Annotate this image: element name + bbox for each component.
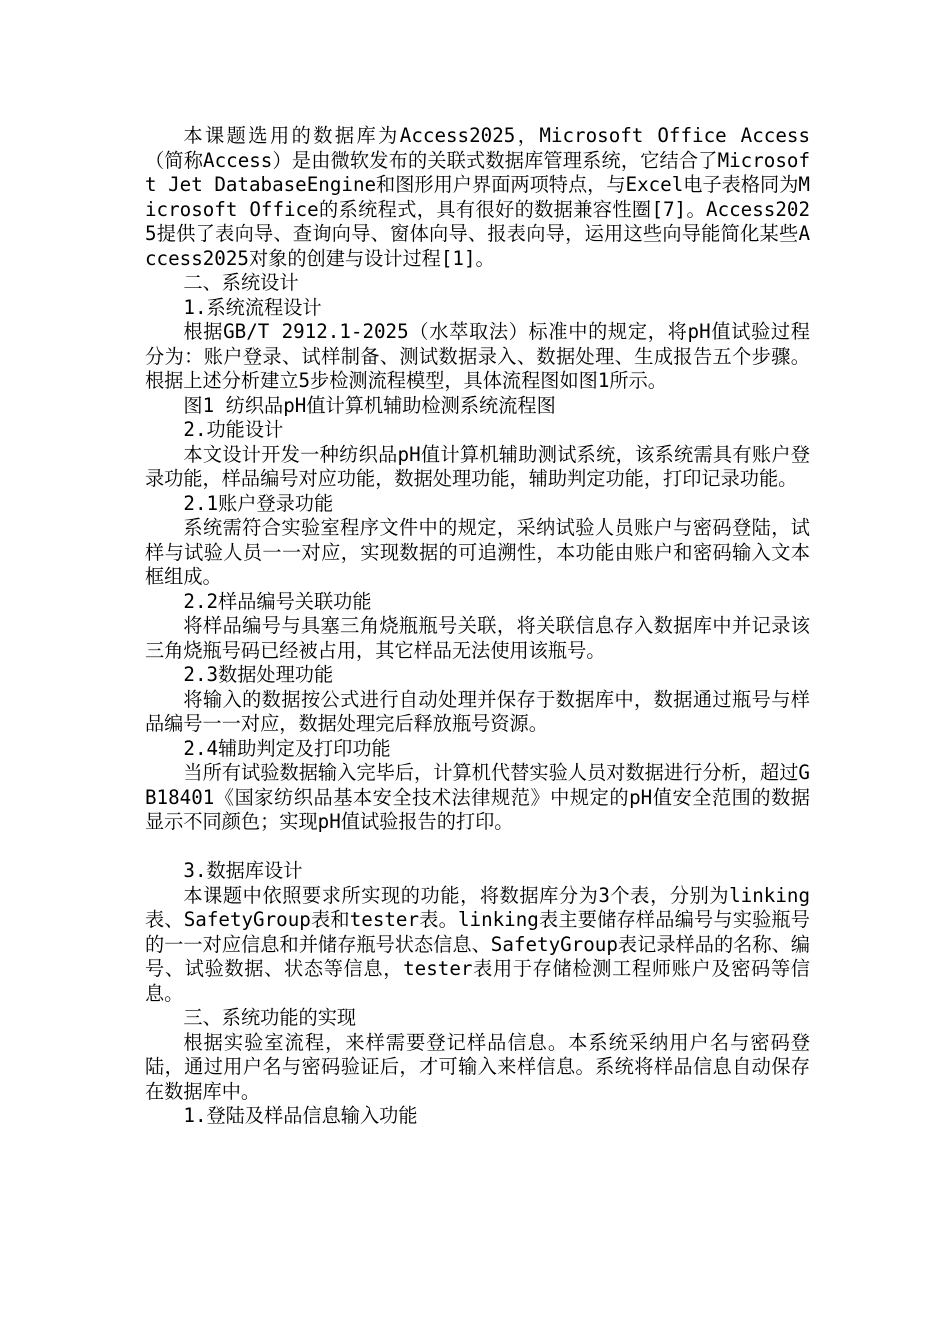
heading-flow-design: 1.系统流程设计 bbox=[183, 295, 322, 319]
heading-implementation: 三、系统功能的实现 bbox=[183, 1006, 357, 1029]
paragraph-implementation: 根据实验室流程，来样需要登记样品信息。本系统采纳用户名与密码登陆，通过用户名与密码验证后，才可输入来样信息。系统将样品信息自动保存在数据库中。 bbox=[145, 1030, 810, 1103]
paragraph-processing: 将输入的数据按公式进行自动处理并保存于数据库中，数据通过瓶号与样品编号一一对应，数据处理完后释放瓶号资源。 bbox=[145, 687, 810, 735]
heading-login-input: 1.登陆及样品信息输入功能 bbox=[183, 1104, 418, 1127]
paragraph-login: 系统需符合实验室程序文件中的规定，采纳试验人员账户与密码登陆，试样与试验人员一一对应，实现数据的可追溯性，本功能由账户和密码输入文本框组成。 bbox=[145, 516, 810, 588]
heading-link: 2.2样品编号关联功能 bbox=[183, 589, 372, 613]
paragraph-flow: 根据GB/T 2912.1-2025（水萃取法）标准中的规定，将pH值试验过程分为：账户登录、试样制备、测试数据录入、数据处理、生成报告五个步骤。根据上述分析建立5步检测流程模型，具体流程图如图1所示。 bbox=[145, 320, 810, 392]
document-page bbox=[145, 124, 810, 1129]
heading-processing: 2.3数据处理功能 bbox=[183, 663, 334, 686]
heading-judge: 2.4辅助判定及打印功能 bbox=[183, 736, 391, 760]
heading-database: 3.数据库设计 bbox=[183, 859, 303, 882]
paragraph-judge: 当所有试验数据输入完毕后，计算机代替实验人员对数据进行分析，超过GB18401《国家纺织品基本安全技术法律规范》中规定的pH值安全范围的数据显示不同颜色；实现pH值试验报告的打印。 bbox=[145, 761, 810, 833]
paragraph-function: 本文设计开发一种纺织品pH值计算机辅助测试系统，该系统需具有账户登录功能，样品编号对应功能，数据处理功能，辅助判定功能，打印记录功能。 bbox=[145, 442, 810, 490]
paragraph-access-intro: 本课题选用的数据库为Access2025，Microsoft Office Access（简称Access）是由微软发布的关联式数据库管理系统，它结合了Microsoft Jet DatabaseEngine和图形用户界面两项特点，与Excel电子表格同为Microsoft Office的系统程式，具有很好的数据兼容性圈[7]。Access2025提供了表向导、查询向导、窗体向导、报表向导，运用这些向导能简化某些Access2025对象的创建与设计过程[1]。 bbox=[145, 124, 810, 270]
paragraph-database: 本课题中依照要求所实现的功能，将数据库分为3个表，分别为linking表、SafetyGroup表和tester表。linking表主要储存样品编号与实验瓶号的一一对应信息和并储存瓶号状态信息、SafetyGroup表记录样品的名称、编号、试验数据、状态等信息，tester表用于存储检测工程师账户及密码等信息。 bbox=[145, 883, 810, 1005]
paragraph-link: 将样品编号与具塞三角烧瓶瓶号关联，将关联信息存入数据库中并记录该三角烧瓶号码已经被占用，其它样品无法使用该瓶号。 bbox=[145, 614, 810, 662]
heading-login: 2.1账户登录功能 bbox=[183, 491, 334, 515]
blank-line bbox=[145, 835, 810, 860]
figure-caption: 图1 纺织品pH值计算机辅助检测系统流程图 bbox=[183, 393, 556, 417]
heading-system-design: 二、系统设计 bbox=[183, 271, 299, 294]
heading-function-design: 2.功能设计 bbox=[183, 418, 284, 441]
